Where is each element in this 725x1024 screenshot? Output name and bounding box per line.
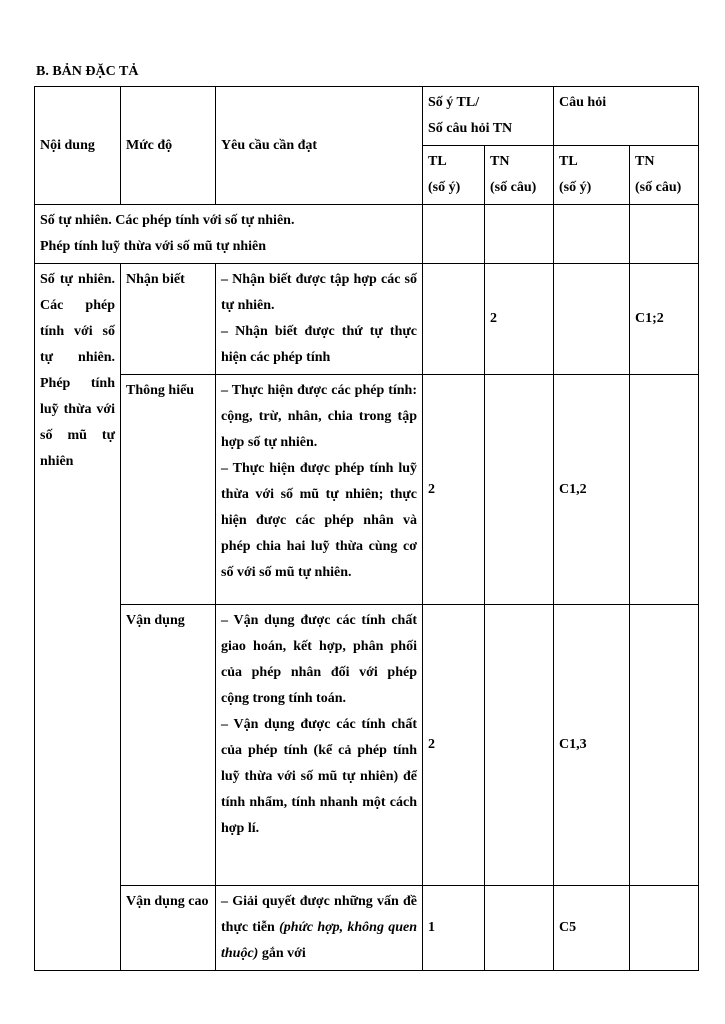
section-title: Số tự nhiên. Các phép tính với số tự nhiên. Phép tính luỹ thừa với số mũ tự nhiên [35,205,423,264]
table-row [35,886,699,971]
header-yeu-cau: Yêu cầu cần đạt [216,87,423,205]
header-so-y: Số ý TL/ Số câu hỏi TN [423,87,554,146]
tl-count-cell: 2 [423,375,485,605]
header-tl-question: TL (số ý) [554,146,630,205]
header-tl: TL (số ý) [423,146,485,205]
specification-table [34,86,699,971]
tn-question-cell [630,605,699,886]
tn-question-cell [630,375,699,605]
level-cell: Nhận biết [121,264,216,375]
section-row [35,205,699,264]
table-row [35,375,699,605]
header-cau-hoi: Câu hỏi [554,87,699,146]
tl-question-cell [554,264,630,375]
table-row [35,605,699,886]
tn-count-cell [485,375,554,605]
header-noi-dung: Nội dung [35,87,121,205]
tn-question-cell [630,886,699,971]
level-cell: Vận dụng [121,605,216,886]
level-cell: Vận dụng cao [121,886,216,971]
header-tn-question: TN (số câu) [630,146,699,205]
tl-count-cell: 2 [423,605,485,886]
tn-count-cell [485,886,554,971]
requirement-cell: – Thực hiện được các phép tính: cộng, trừ, nhân, chia trong tập hợp số tự nhiên. – Thực hiện được phép tính luỹ thừa với số mũ tự nhiên; thực hiện được các phép nhân và phép chia hai luỹ thừa cùng cơ số với số mũ tự nhiên. [216,375,423,605]
requirement-cell: – Nhận biết được tập hợp các số tự nhiên. – Nhận biết được thứ tự thực hiện các phép tính [216,264,423,375]
section-heading: B. BẢN ĐẶC TẢ [36,64,139,79]
tn-count-cell: 2 [485,264,554,375]
tl-question-cell: C1,3 [554,605,630,886]
header-muc-do: Mức độ [121,87,216,205]
table-row [35,264,699,375]
topic-cell: Số tự nhiên. Các phép tính với số tự nhiên. Phép tính luỹ thừa với số mũ tự nhiên [35,264,121,971]
tl-count-cell [423,264,485,375]
tn-question-cell: C1;2 [630,264,699,375]
tl-question-cell: C1,2 [554,375,630,605]
tl-question-cell: C5 [554,886,630,971]
level-cell: Thông hiểu [121,375,216,605]
header-tn: TN (số câu) [485,146,554,205]
tl-count-cell: 1 [423,886,485,971]
header-row-1 [35,87,699,146]
tn-count-cell [485,605,554,886]
requirement-cell: – Vận dụng được các tính chất giao hoán, kết hợp, phân phối của phép nhân đối với phép cộng trong tính toán. – Vận dụng được các tính chất của phép tính (kể cả phép tính luỹ thừa với số mũ tự nhiên) để tính nhẩm, tính nhanh một cách hợp lí. [216,605,423,886]
requirement-cell: – Giải quyết được những vấn đề thực tiễn (phức hợp, không quen thuộc) gắn với [216,886,423,971]
